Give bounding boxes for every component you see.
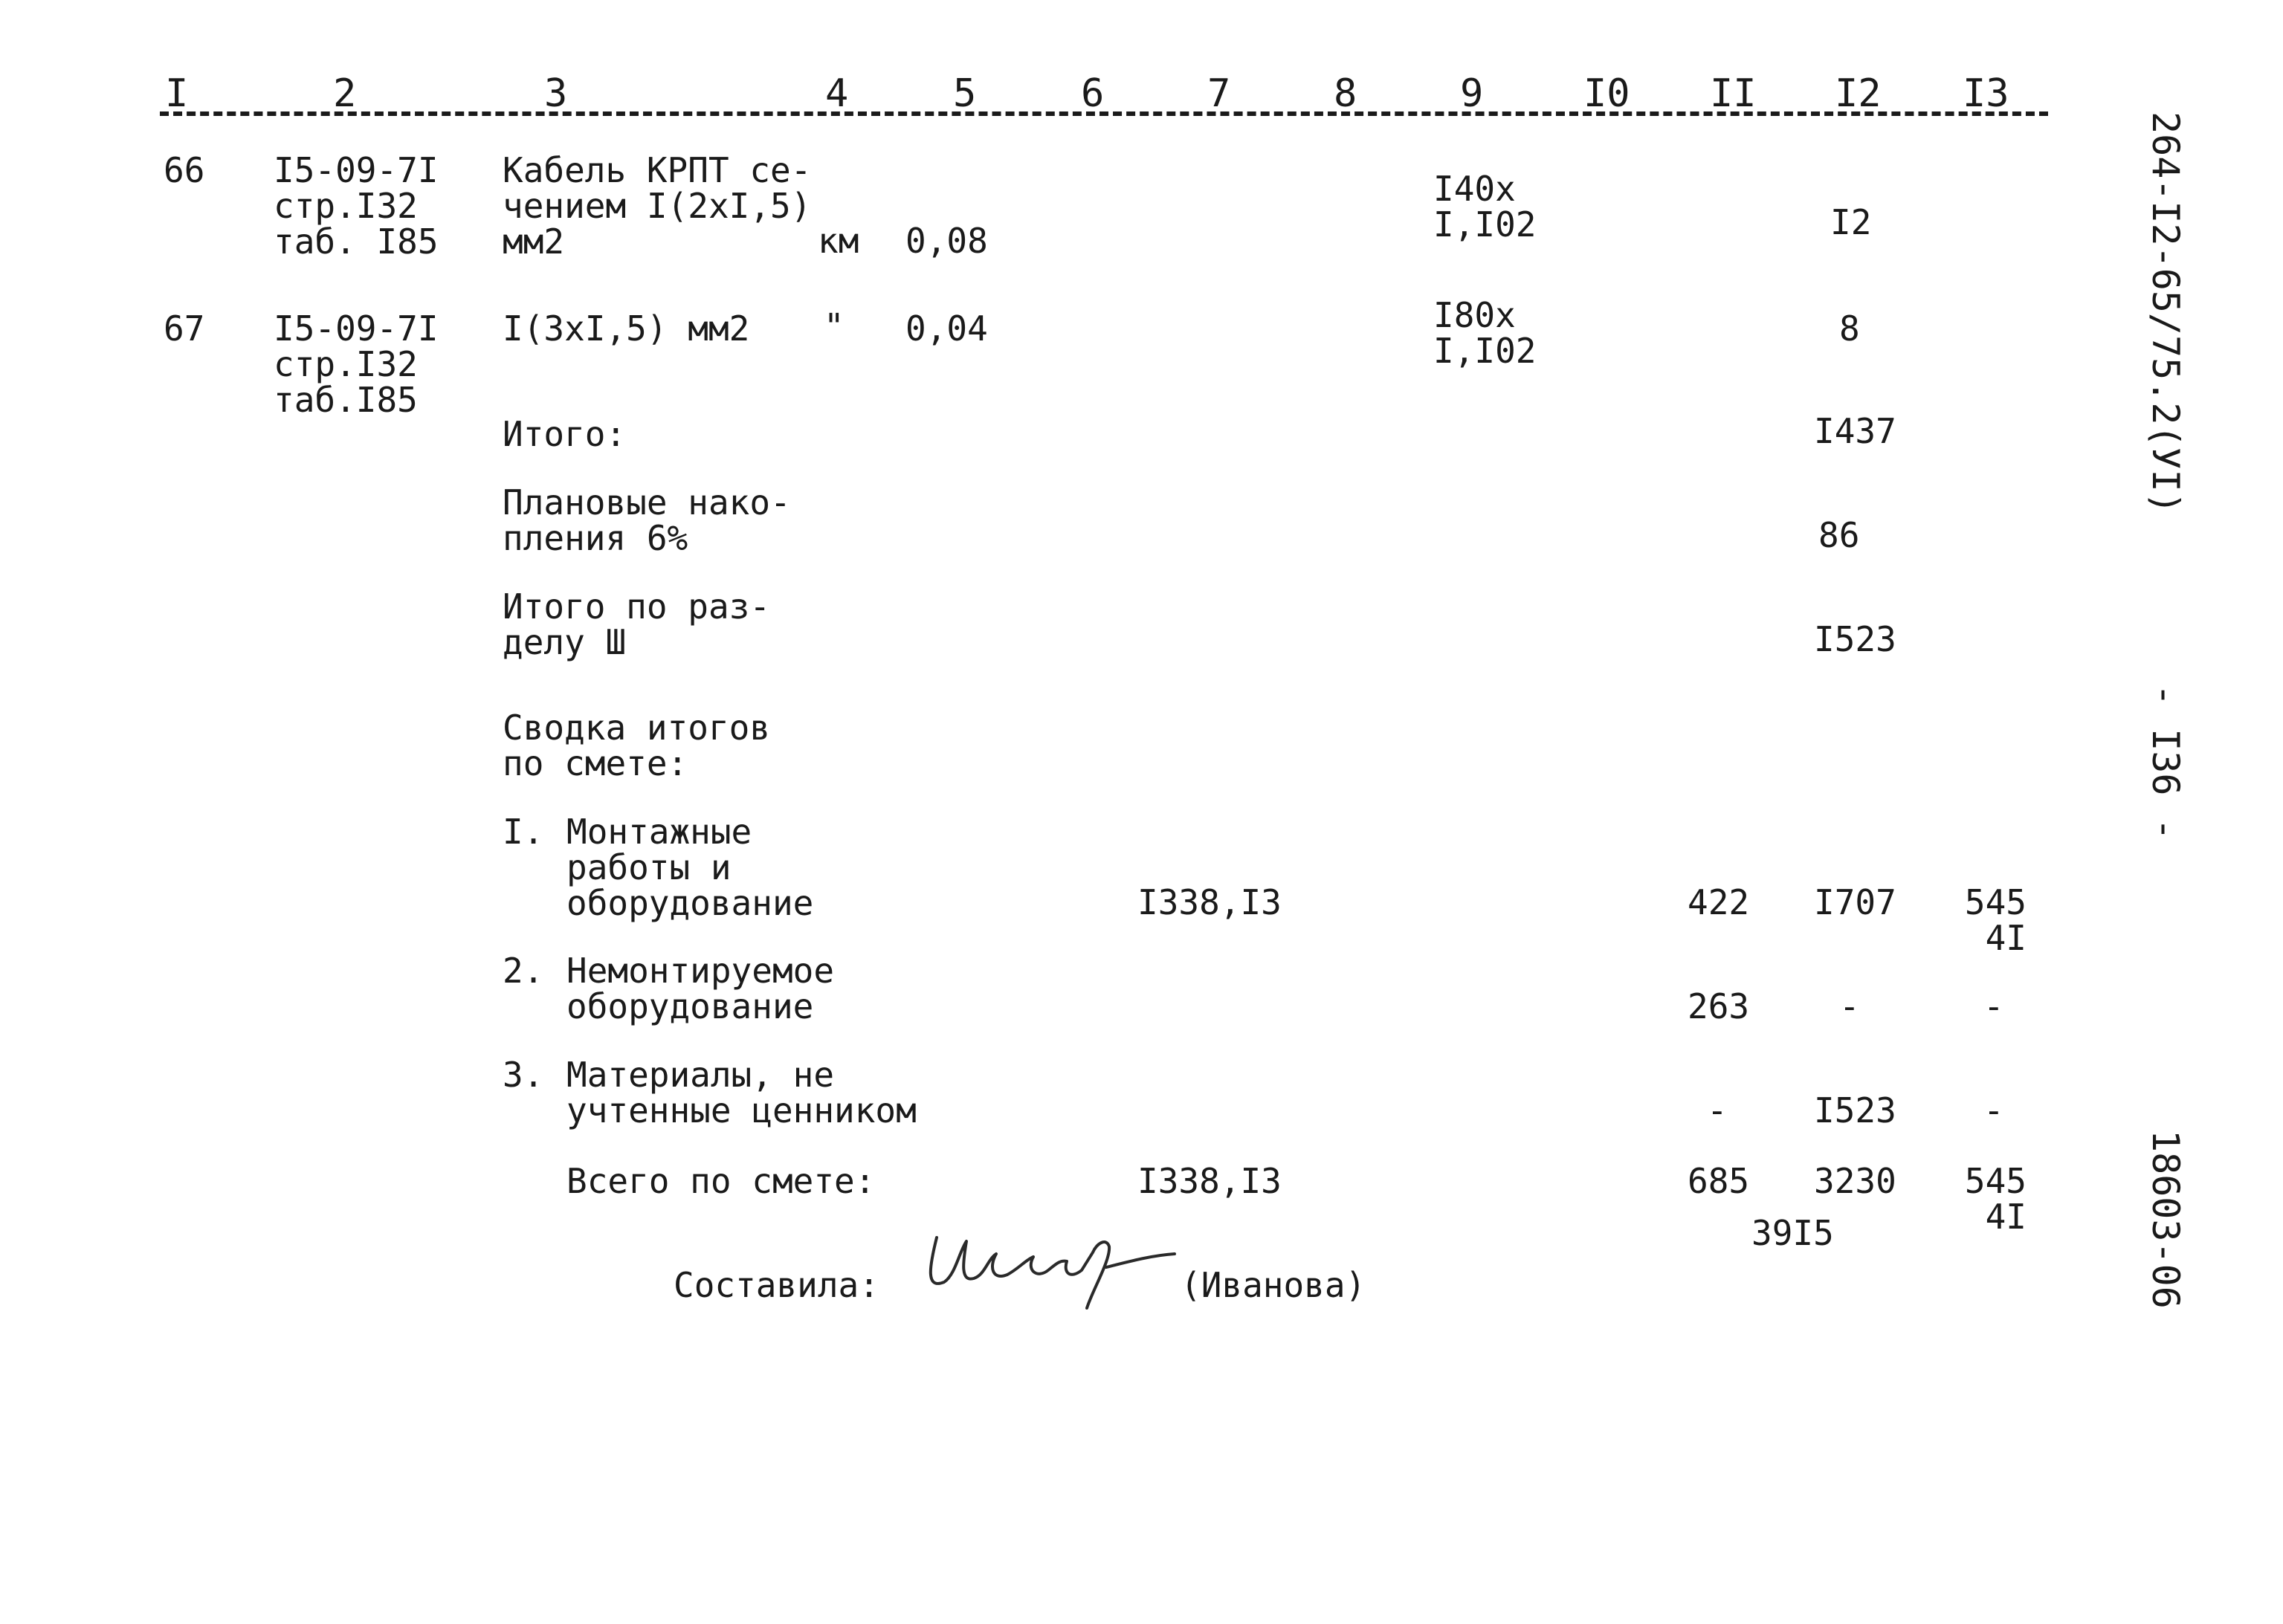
column-header-11: II	[1710, 71, 1757, 116]
row-description: I(3xI,5) мм2	[503, 308, 750, 349]
section-total-value: I523	[1814, 619, 1896, 659]
row-reference: I5-09-7I стр.I32 таб.I85	[274, 308, 439, 420]
column-header-8: 8	[1334, 71, 1357, 116]
summary-item-label: Монтажные работы и оборудование	[566, 812, 814, 923]
column-header-9: 9	[1460, 71, 1484, 116]
summary-item-col12: I707	[1814, 882, 1896, 922]
document-code: 264-I2-65/75.2(УI)	[2144, 111, 2187, 514]
summary-item-col11: 422	[1688, 882, 1750, 922]
total-label: Итого:	[503, 414, 627, 454]
row-col12: 8	[1839, 308, 1860, 349]
column-header-13: I3	[1963, 71, 2009, 116]
row-number: 67	[164, 308, 205, 349]
summary-item-col13: -	[1983, 986, 2004, 1026]
document-number: 18603-06	[2144, 1130, 2187, 1309]
row-col9: I80x I,I02	[1433, 295, 1537, 371]
grand-total-label: Всего по смете:	[566, 1161, 876, 1201]
compiled-by-label: Составила:	[674, 1265, 879, 1305]
total-value: I437	[1814, 411, 1896, 451]
summary-item-col13: 545 4I	[1964, 882, 2027, 958]
summary-item-col12: I523	[1814, 1090, 1896, 1130]
row-quantity: 0,08	[905, 221, 988, 261]
handwritten-signature	[914, 1208, 1182, 1319]
row-col12: I2	[1830, 202, 1872, 242]
summary-item-col7: I338,I3	[1137, 882, 1282, 922]
summary-item-col11: 263	[1688, 986, 1750, 1026]
compiler-name: (Иванова)	[1181, 1265, 1366, 1305]
grand-total-col7: I338,I3	[1137, 1161, 1282, 1201]
page-number: - I36 -	[2144, 684, 2187, 841]
planned-savings-label: Плановые нако- пления 6%	[503, 482, 791, 558]
column-header-5: 5	[953, 71, 977, 116]
row-description: Кабель КРПТ се- чением I(2xI,5) мм2	[503, 150, 812, 262]
column-header-6: 6	[1081, 71, 1105, 116]
summary-item-number: I.	[503, 812, 544, 852]
row-quantity: 0,04	[905, 308, 988, 349]
row-col9: I40x I,I02	[1433, 169, 1537, 245]
summary-item-number: 2.	[503, 951, 544, 991]
grand-total-col13: 545 4I	[1964, 1161, 2027, 1237]
summary-heading: Сводка итогов по смете:	[503, 708, 771, 783]
grand-total-col12: 3230	[1814, 1161, 1896, 1201]
row-number: 66	[164, 150, 205, 190]
summary-item-number: 3.	[503, 1055, 544, 1095]
summary-item-label: Материалы, не учтенные ценником	[566, 1055, 917, 1130]
column-header-2: 2	[333, 71, 357, 116]
row-unit: км	[818, 221, 859, 261]
column-header-3: 3	[544, 71, 568, 116]
section-total-label: Итого по раз- делу Ш	[503, 586, 771, 662]
summary-item-col11: -	[1707, 1090, 1728, 1130]
summary-item-col13: -	[1983, 1090, 2004, 1130]
column-header-12: I2	[1835, 71, 1882, 116]
planned-savings-value: 86	[1818, 515, 1860, 555]
header-divider	[160, 111, 2048, 116]
column-header-10: I0	[1583, 71, 1630, 116]
grand-total-sum: 39I5	[1751, 1213, 1834, 1253]
column-header-4: 4	[825, 71, 849, 116]
row-unit: "	[824, 306, 845, 346]
row-reference: I5-09-7I стр.I32 таб. I85	[274, 150, 439, 262]
column-header-1: I	[165, 71, 189, 116]
summary-item-col12: -	[1839, 986, 1860, 1026]
column-header-7: 7	[1207, 71, 1231, 116]
summary-item-label: Немонтируемое оборудование	[566, 951, 835, 1026]
grand-total-col11: 685	[1688, 1161, 1750, 1201]
